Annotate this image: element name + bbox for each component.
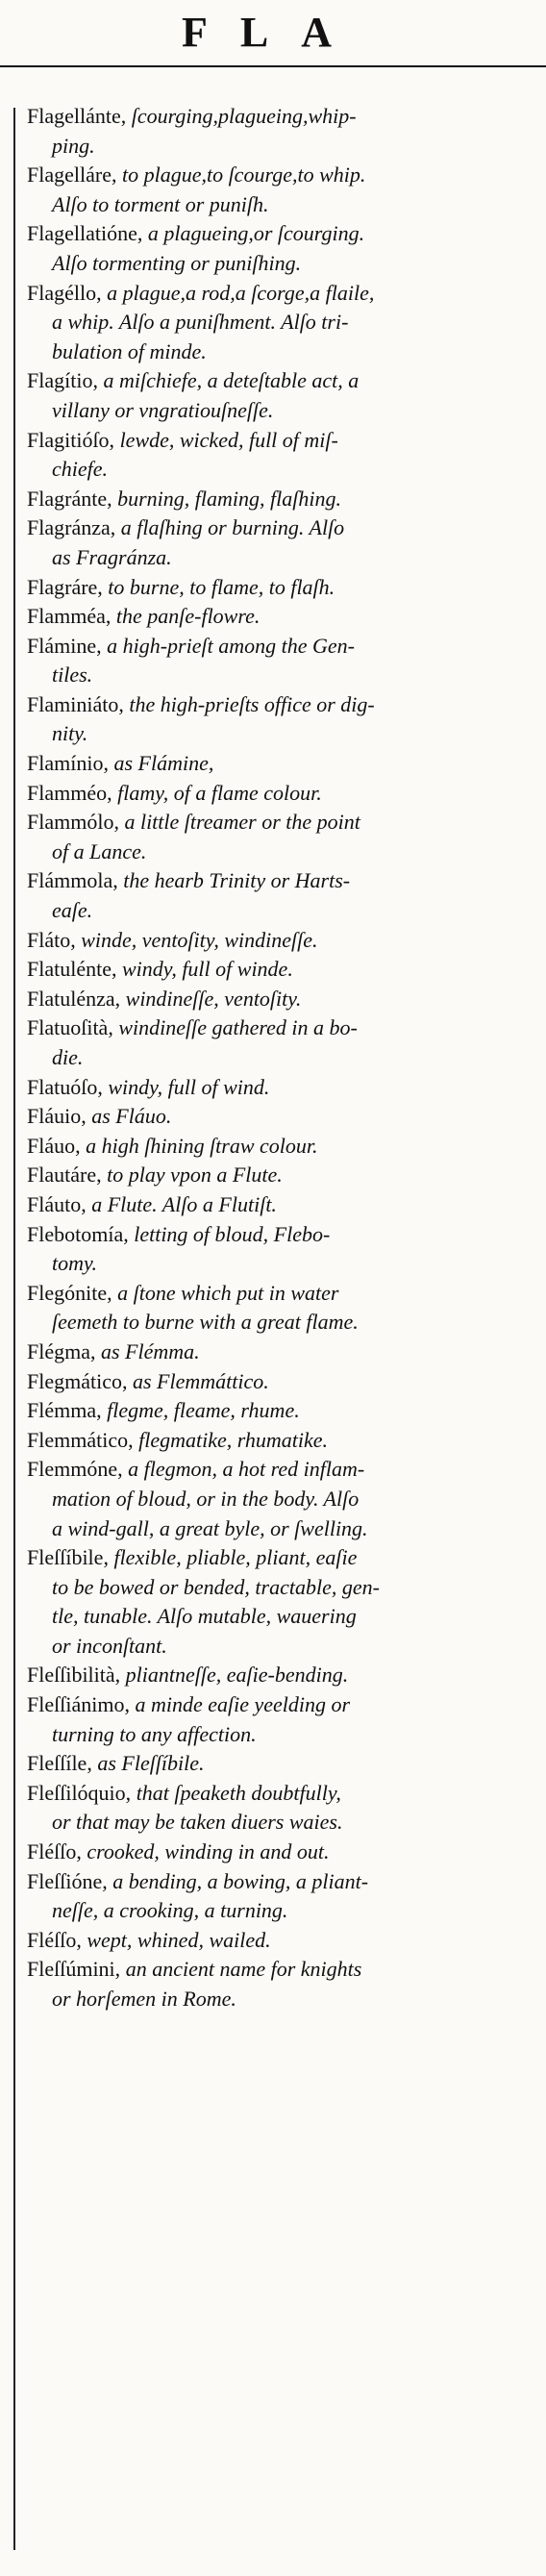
entry-continuation: nity. [52,721,88,746]
entry-continuation: bulation of minde. [52,338,207,363]
dictionary-entry [27,1073,536,1103]
entry-headword: Fleſſióne, [27,1868,108,1893]
entry-definition: as Flemmáttico. [127,1368,269,1393]
entry-headword: Flámmola, [27,868,118,893]
entry-definition: lewde, wicked, full of miſ- [114,427,338,452]
entry-continuation: a wind-gall, a great byle, or ſwelling. [52,1515,368,1540]
page-title: FLA [182,9,364,56]
dictionary-entry [27,1367,536,1397]
entry-headword: Fleſſilóquio, [27,1780,132,1805]
entry-headword: Flamméo, [27,780,112,805]
entry-headword: Flatuóſo, [27,1074,103,1099]
dictionary-entry [27,690,536,749]
entry-headword: Flaminiáto, [27,691,124,716]
entry-headword: Fleſſíbile, [27,1545,109,1570]
entry-definition: a little ſtreamer or the point [118,810,360,835]
entry-continuation: tle, tunable. Alſo mutable, wauering [52,1604,357,1629]
entry-headword: Fláuto, [27,1191,87,1216]
entry-definition: as Flámine, [108,751,214,776]
dictionary-entry [27,1926,536,1956]
entry-definition: the panſe-flowre. [111,604,261,629]
entry-continuation: chiefe. [52,457,109,482]
dictionary-entry [27,279,536,367]
entry-continuation: villany or vngratiouſneſſe. [52,397,274,422]
entry-headword: Flemmático, [27,1427,134,1452]
entry-continuation: tomy. [52,1251,98,1276]
entry-continuation: eaſe. [52,898,93,923]
entry-definition: winde, ventoſity, windineſſe. [75,927,318,952]
entry-definition: the high-prieſts office or dig- [123,691,375,716]
entry-headword: Flagellatióne, [27,221,143,246]
entry-definition: wept, whined, wailed. [81,1927,271,1952]
dictionary-entry [27,1426,536,1456]
entry-definition: flexible, pliable, pliant, eaſie [108,1545,358,1570]
entry-headword: Flégma, [27,1338,96,1363]
entry-definition: flegme, fleame, rhume. [101,1398,300,1423]
entry-headword: Flemmóne, [27,1457,123,1482]
entry-headword: Flebotomía, [27,1221,129,1246]
dictionary-entry [27,632,536,690]
entry-definition: a plagueing,or ſcourging. [142,221,365,246]
entry-continuation: turning to any affection. [52,1721,257,1746]
entry-headword: Flagráre, [27,574,103,599]
entry-continuation: mation of bloud, or in the body. Alſo [52,1486,360,1511]
entry-continuation: or inconſtant. [52,1633,167,1658]
dictionary-entry [27,1955,536,2013]
entry-headword: Flatulénza, [27,986,121,1011]
entry-headword: Flatulénte, [27,957,117,982]
entry-continuation: die. [52,1045,84,1069]
dictionary-entry [27,985,536,1014]
margin-rule [13,108,15,2550]
entry-definition: windineſſe, ventoſity. [120,986,302,1011]
entry-continuation: tiles. [52,663,93,688]
entry-definition: a flegmon, a hot red inflam- [122,1457,365,1482]
entry-continuation: or horſemen in Rome. [52,1987,236,2011]
dictionary-entry [27,749,536,779]
entry-definition: flegmatike, rhumatike. [133,1427,329,1452]
entry-headword: Flagítio, [27,368,98,393]
entry-headword: Flamméa, [27,604,112,629]
entry-continuation: ſeemeth to burne with a great flame. [52,1310,359,1335]
entry-headword: Fláuio, [27,1104,87,1129]
dictionary-entry [27,1455,536,1543]
entry-headword: Fleſſúmini, [27,1957,121,1982]
entry-headword: Flamínio, [27,751,109,776]
entry-headword: Fláto, [27,927,76,952]
entry-headword: Fleſſíle, [27,1751,92,1776]
entry-headword: Flagellánte, [27,104,127,128]
entry-headword: Flagránza, [27,515,116,540]
entry-definition: flamy, of a flame colour. [112,780,322,805]
entry-definition: an ancient name for knights [120,1957,362,1982]
entry-headword: Flatuoſità, [27,1015,113,1040]
dictionary-entry [27,779,536,809]
dictionary-entry [27,1013,536,1072]
entry-definition: a flaſhing or burning. Alſo [115,515,345,540]
dictionary-entry [27,1543,536,1661]
entry-continuation: Alſo tormenting or puniſhing. [52,250,302,275]
entry-definition: a minde eaſie yeelding or [129,1692,351,1717]
dictionary-entry [27,1749,536,1779]
entry-definition: to plague,to ſcourge,to whip. [116,163,366,188]
dictionary-entry [27,219,536,278]
entry-definition: a bending, a bowing, a pliant- [107,1868,369,1893]
dictionary-entry [27,1661,536,1690]
dictionary-entry [27,1396,536,1426]
entry-continuation: or that may be taken diuers waies. [52,1810,343,1835]
dictionary-entry [27,955,536,985]
entry-definition: letting of bloud, Flebo- [128,1221,331,1246]
entry-definition: to burne, to flame, to flaſh. [102,574,335,599]
entry-headword: Flegmático, [27,1368,128,1393]
entry-headword: Flagránte, [27,486,112,511]
entry-definition: a Flute. Alſo a Flutiſt. [86,1191,277,1216]
dictionary-entry [27,1279,536,1338]
dictionary-entry [27,161,536,219]
header-rule [0,65,546,67]
entry-definition: a ſtone which put in water [112,1280,339,1305]
dictionary-entry [27,1779,536,1838]
entry-definition: as Fleſſíbile. [91,1751,205,1776]
entry-headword: Flautáre, [27,1163,102,1188]
entry-definition: windy, full of winde. [116,957,293,982]
dictionary-entry [27,1161,536,1190]
entry-definition: as Flémma. [95,1338,200,1363]
entry-headword: Fléſſo, [27,1927,82,1952]
entry-continuation: Alſo to torment or puniſh. [52,191,269,216]
entry-headword: Flémma, [27,1398,102,1423]
dictionary-entry [27,1690,536,1749]
dictionary-entry [27,1338,536,1367]
entry-headword: Flámine, [27,633,102,658]
entry-definition: crooked, winding in and out. [81,1839,330,1864]
dictionary-entry [27,1220,536,1279]
dictionary-entry [27,485,536,514]
entry-continuation: as Fragránza. [52,544,172,569]
entry-definition: windy, full of wind. [102,1074,270,1099]
entry-continuation: neſſe, a crooking, a turning. [52,1898,288,1923]
entry-definition: a plague,a rod,a ſcorge,a flaile, [101,280,375,305]
dictionary-entry [27,1838,536,1867]
entry-definition: a miſchiefe, a deteſtable act, a [97,368,360,393]
entry-list [27,102,536,2014]
dictionary-entry [27,926,536,956]
entry-definition: pliantneſſe, eaſie-bending. [120,1663,349,1688]
dictionary-entry [27,366,536,425]
dictionary-entry [27,513,536,572]
entry-headword: Fléſſo, [27,1839,82,1864]
entry-headword: Fleſſiánimo, [27,1692,130,1717]
entry-continuation: to be bowed or bended, tractable, gen- [52,1574,380,1599]
entry-continuation: ping. [52,133,95,158]
dictionary-entry [27,1132,536,1162]
entry-headword: Flagitióſo, [27,427,115,452]
entry-headword: Flagéllo, [27,280,102,305]
entry-definition: that ſpeaketh doubtfully, [131,1780,341,1805]
entry-headword: Flagelláre, [27,163,117,188]
dictionary-entry [27,1190,536,1220]
dictionary-entry [27,1102,536,1132]
entry-definition: a high-prieſt among the Gen- [101,633,355,658]
entry-headword: Fláuo, [27,1133,81,1158]
entry-continuation: of a Lance. [52,838,147,863]
entry-headword: Flammólo, [27,810,119,835]
entry-headword: Flegónite, [27,1280,112,1305]
entry-headword: Fleſſibilità, [27,1663,121,1688]
page-header [0,0,546,60]
entry-definition: windineſſe gathered in a bo- [112,1015,358,1040]
entry-definition: burning, flaming, flaſhing. [112,486,341,511]
dictionary-entry [27,426,536,485]
entry-definition: as Fláuo. [86,1104,172,1129]
dictionary-entry [27,808,536,866]
entry-definition: ſcourging,plagueing,whip- [126,104,357,128]
entry-continuation: a whip. Alſo a puniſhment. Alſo tri- [52,310,349,335]
dictionary-entry [27,602,536,632]
dictionary-entry [27,866,536,925]
dictionary-entry [27,1867,536,1926]
dictionary-entry [27,102,536,161]
entry-definition: a high ſhining ſtraw colour. [80,1133,318,1158]
entry-definition: the hearb Trinity or Harts- [117,868,351,893]
dictionary-entry [27,573,536,603]
entry-definition: to play vpon a Flute. [101,1163,283,1188]
